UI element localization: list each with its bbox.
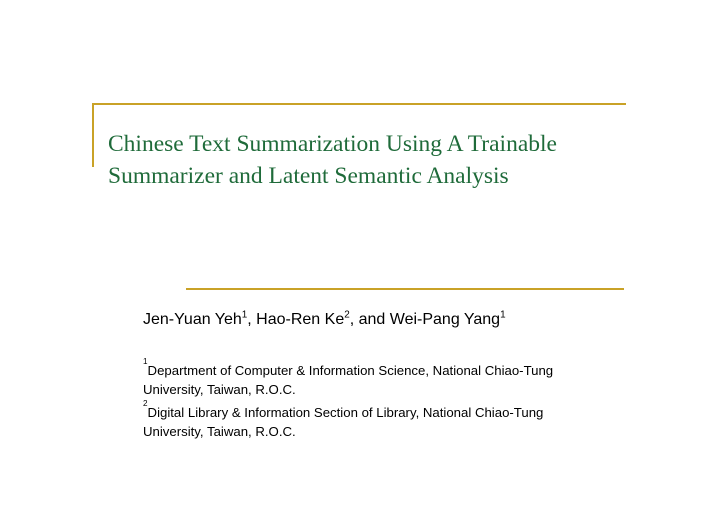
author-separator: , bbox=[247, 311, 257, 328]
title-rule-left bbox=[92, 103, 94, 167]
title-rule-top bbox=[92, 103, 626, 105]
author-affiliation-mark: 1 bbox=[500, 309, 506, 321]
author-separator: , and bbox=[349, 311, 390, 328]
title-line-2: Summarizer and Latent Semantic Analysis bbox=[108, 163, 509, 189]
author-list bbox=[143, 309, 663, 331]
affiliation-mark: 1 bbox=[143, 357, 148, 366]
author-name: Hao-Ren Ke bbox=[256, 311, 345, 328]
affiliation-text: Digital Library & Information Section of Library, National Chiao-Tung bbox=[147, 405, 544, 420]
affiliation-1 bbox=[143, 357, 643, 399]
affiliation-line bbox=[143, 399, 643, 422]
affiliation-text: Department of Computer & Information Science, National Chiao-Tung bbox=[147, 363, 554, 378]
author-affiliation-mark: 2 bbox=[344, 309, 350, 321]
affiliation-line bbox=[143, 357, 643, 380]
author-name: Jen-Yuan Yeh bbox=[143, 311, 242, 328]
affiliation-line: University, Taiwan, R.O.C. bbox=[143, 382, 296, 397]
title-line-1: Chinese Text Summarization Using A Trainable bbox=[108, 131, 557, 157]
author-name: Wei-Pang Yang bbox=[389, 311, 501, 328]
affiliation-mark: 2 bbox=[143, 399, 148, 408]
affiliation-line: University, Taiwan, R.O.C. bbox=[143, 424, 296, 439]
slide-title bbox=[108, 128, 618, 192]
author-affiliation-mark: 1 bbox=[241, 309, 248, 321]
title-rule-bottom bbox=[186, 288, 624, 290]
affiliation-2 bbox=[143, 399, 643, 441]
